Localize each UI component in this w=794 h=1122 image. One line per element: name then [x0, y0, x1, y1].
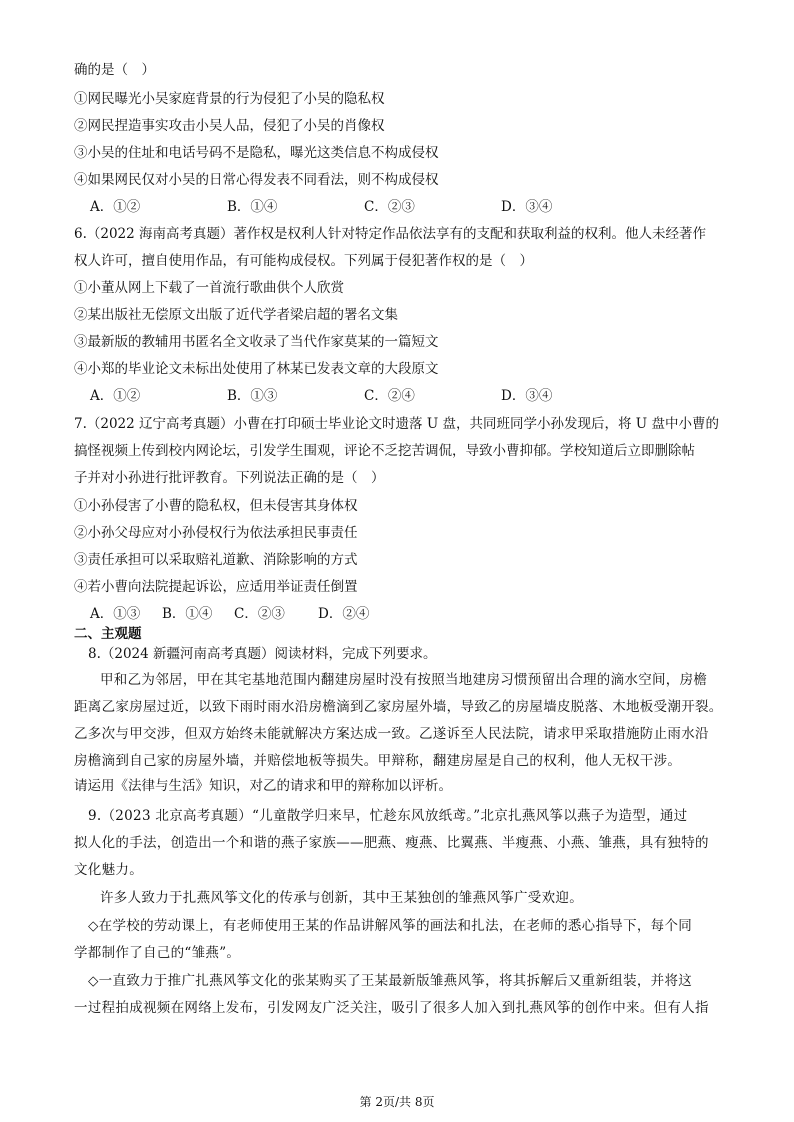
q7-stem-line-1: 7.（2022 辽宁高考真题）小曹在打印硕士毕业论文时遗落 U 盘，共同班同学小孙发现后，将 U 盘中小曹的: [74, 416, 719, 432]
q6-option-a: A．①②: [90, 388, 141, 404]
q7-option-a: A．①③: [90, 606, 141, 622]
q9-stem-line-3: 文化魅力。: [74, 862, 143, 878]
q6-option-b: B．①③: [227, 388, 278, 404]
q5-option-d: D．③④: [501, 199, 553, 215]
q7-stem-line-2: 搞怪视频上传到校内网论坛，引发学生围观，评论不乏挖苦调侃，导致小曹抑郁。学校知道后立即删除帖: [74, 443, 695, 459]
q6-item-2: ②某出版社无偿原文出版了近代学者梁启超的署名文集: [74, 307, 398, 323]
q9-paragraph-4-line-2: 一过程拍成视频在网络上发布，引发网友广泛关注，吸引了很多人加入到扎燕风筝的创作中来。但有人指: [74, 1000, 709, 1016]
q5-item-2: ②网民捏造事实攻击小吴人品，侵犯了小吴的肖像权: [74, 118, 385, 134]
q9-paragraph-4-line-1: ◇一直致力于推广扎燕风筝文化的张某购买了王某最新版雏燕风筝，将其拆解后又重新组装，并将这: [88, 973, 693, 989]
section-heading: 二、主观题: [74, 626, 142, 642]
page-number: 第 2页/共 8页: [359, 1095, 435, 1109]
q8-material-line-2: 距离乙家房屋过近，以致下雨时雨水沿房檐滴到乙家房屋外墙，导致乙的房屋墙皮脱落、木地板受潮开裂。: [74, 699, 723, 715]
q6-item-3: ③最新版的教辅用书匿名全文收录了当代作家莫某的一篇短文: [74, 334, 439, 350]
q7-option-d: D．②④: [318, 606, 370, 622]
q7-option-c: C．②③: [234, 606, 285, 622]
q7-item-3: ③责任承担可以采取赔礼道歉、消除影响的方式: [74, 552, 358, 568]
q6-item-4: ④小郑的毕业论文未标出处使用了林某已发表文章的大段原文: [74, 361, 439, 377]
q8-material-line-4: 房檐滴到自己家的房屋外墙，并赔偿地板等损失。甲辩称，翻建房屋是自己的权利，他人无权干涉。: [74, 753, 682, 769]
q5-item-1: ①网民曝光小吴家庭背景的行为侵犯了小吴的隐私权: [74, 91, 385, 107]
q7-item-1: ①小孙侵害了小曹的隐私权，但未侵害其身体权: [74, 498, 358, 514]
q9-stem-line-1: 9.（2023 北京高考真题）“儿童散学归来早，忙趁东风放纸鸢。”北京扎燕风筝以燕子为造型，通过: [88, 808, 688, 824]
q8-material-line-1: 甲和乙为邻居，甲在其宅基地范围内翻建房屋时没有按照当地建房习惯预留出合理的滴水空间，房檐: [100, 672, 708, 688]
q9-paragraph-2: 许多人致力于扎燕风筝文化的传承与创新，其中王某独创的雏燕风筝广受欢迎。: [100, 890, 583, 906]
q7-item-2: ②小孙父母应对小孙侵权行为依法承担民事责任: [74, 525, 358, 541]
q6-stem-line-2: 权人许可，擅自使用作品，有可能构成侵权。下列属于侵犯著作权的是（ ）: [74, 253, 533, 269]
q7-stem-line-3: 子并对小孙进行批评教育。下列说法正确的是（ ）: [74, 470, 385, 486]
q7-option-b: B．①④: [162, 606, 213, 622]
q7-item-4: ④若小曹向法院提起诉讼，应适用举证责任倒置: [74, 579, 358, 595]
q6-item-1: ①小董从网上下载了一首流行歌曲供个人欣赏: [74, 280, 344, 296]
q8-stem: 8.（2024 新疆河南高考真题）阅读材料，完成下列要求。: [88, 646, 437, 662]
q6-options: [90, 386, 552, 406]
q9-paragraph-3-line-1: ◇在学校的劳动课上，有老师使用王某的作品讲解风筝的画法和扎法，在老师的悉心指导下，每个同: [88, 918, 693, 934]
q5-item-4: ④如果网民仅对小吴的日常心得发表不同看法，则不构成侵权: [74, 172, 439, 188]
q6-stem-line-1: 6.（2022 海南高考真题）著作权是权利人针对特定作品依法享有的支配和获取利益的权利。他人未经著作: [74, 226, 707, 242]
q5-option-c: C．②③: [364, 199, 415, 215]
q6-option-c: C．②④: [364, 388, 415, 404]
q5-options: [90, 197, 552, 217]
q5-item-3: ③小吴的住址和电话号码不是隐私，曝光这类信息不构成侵权: [74, 145, 439, 161]
q5-option-a: A．①②: [90, 199, 141, 215]
q5-option-b: B．①④: [227, 199, 278, 215]
q8-requirement: 请运用《法律与生活》知识，对乙的请求和甲的辩称加以评析。: [74, 778, 452, 794]
q9-stem-line-2: 拟人化的手法，创造出一个和谐的燕子家族——肥燕、瘦燕、比翼燕、半瘦燕、小燕、雏燕，具有独特的: [74, 835, 709, 851]
q7-options: [90, 604, 369, 624]
q9-paragraph-3-line-2: 学都制作了自己的“雏燕”。: [74, 945, 241, 961]
q8-material-line-3: 乙多次与甲交涉，但双方始终未能就解决方案达成一致。乙遂诉至人民法院，请求甲采取措施防止雨水沿: [74, 726, 709, 742]
q5-stem-tail: 确的是（ ）: [74, 62, 155, 78]
q6-option-d: D．③④: [501, 388, 553, 404]
